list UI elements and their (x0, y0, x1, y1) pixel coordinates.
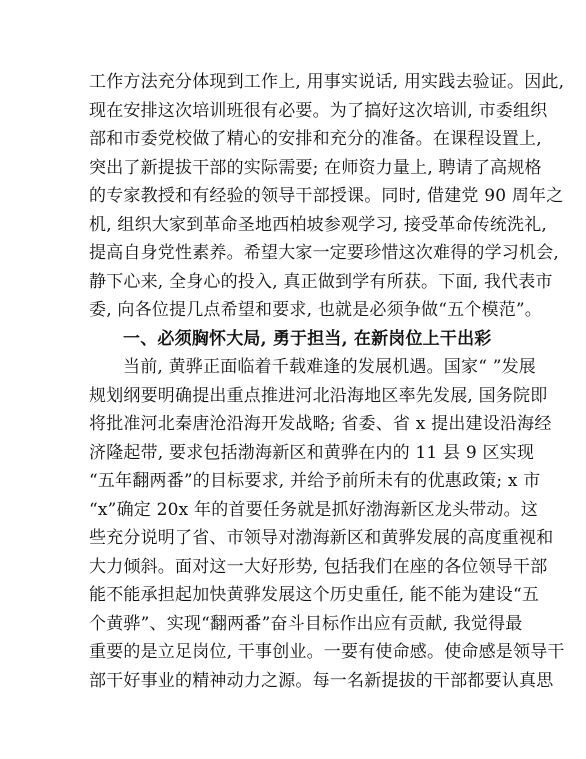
paragraph-1-line: 提高自身党性素养。希望大家一定要珍惜这次难得的学习机会, (89, 243, 560, 263)
paragraph-1-line: 工作方法充分体现到工作上, 用事实说话, 用实践去验证。因此, (89, 72, 565, 92)
paragraph-2-line: 个黄骅”、实现“翻两番”奋斗目标作出应有贡献, 我觉得最 (89, 613, 523, 634)
paragraph-1-line: 机, 组织大家到革命圣地西柏坡参观学习, 接受革命传统洗礼, (89, 214, 548, 235)
paragraph-2-line: 能不能承担起加快黄骅发展这个历史重任, 能不能为建设“五 (89, 585, 540, 605)
paragraph-2-line: 将批准河北秦唐沧沿海开发战略; 省委、省 x 提出建设沿海经 (89, 414, 552, 434)
paragraph-2-line: 济隆起带, 要求包括渤海新区和黄骅在内的 11 县 9 区实现 (89, 442, 535, 463)
paragraph-2-line: “五年翻两番”的目标要求, 并给予前所未有的优惠政策; x 市 (89, 471, 541, 491)
document-body (89, 68, 565, 695)
paragraph-1-line: 静下心来, 全身心的投入, 真正做到学有所获。下面, 我代表市 (89, 271, 553, 292)
paragraph-2-line: 部干好事业的精神动力之源。每一名新提拔的干部都要认真思 (89, 670, 554, 691)
section-heading: 一、必须胸怀大局, 勇于担当, 在新岗位上干出彩 (123, 328, 492, 349)
paragraph-2-line: 大力倾斜。面对这一大好形势, 包括我们在座的各位领导干部 (89, 556, 548, 577)
paragraph-2-line: 规划纲要明确提出重点推进河北沿海地区率先发展, 国务院即 (89, 385, 548, 406)
paragraph-1-line: 部和市委党校做了精心的安排和充分的准备。在课程设置上, (89, 129, 542, 149)
paragraph-1-line: 突出了新提拔干部的实际需要; 在师资力量上, 聘请了高规格 (89, 157, 542, 178)
paragraph-2-line: 重要的是立足岗位, 干事创业。一要有使命感。使命感是领导干 (89, 642, 565, 662)
paragraph-1-line: 的专家教授和有经验的领导干部授课。同时, 借建党 90 周年之 (89, 186, 564, 206)
paragraph-1-line: 委, 向各位提几点希望和要求, 也就是必须争做“五个模范”。 (89, 300, 542, 320)
paragraph-2-line: 当前, 黄骅正面临着千载难逢的发展机遇。国家“ ”发展 (123, 357, 536, 377)
paragraph-1-line: 现在安排这次培训班很有必要。为了搞好这次培训, 市委组织 (89, 100, 548, 121)
paragraph-2-line: “x”确定 20x 年的首要任务就是抓好渤海新区龙头带动。这 (89, 499, 538, 520)
paragraph-2-line: 些充分说明了省、市领导对渤海新区和黄骅发展的高度重视和 (89, 528, 554, 548)
